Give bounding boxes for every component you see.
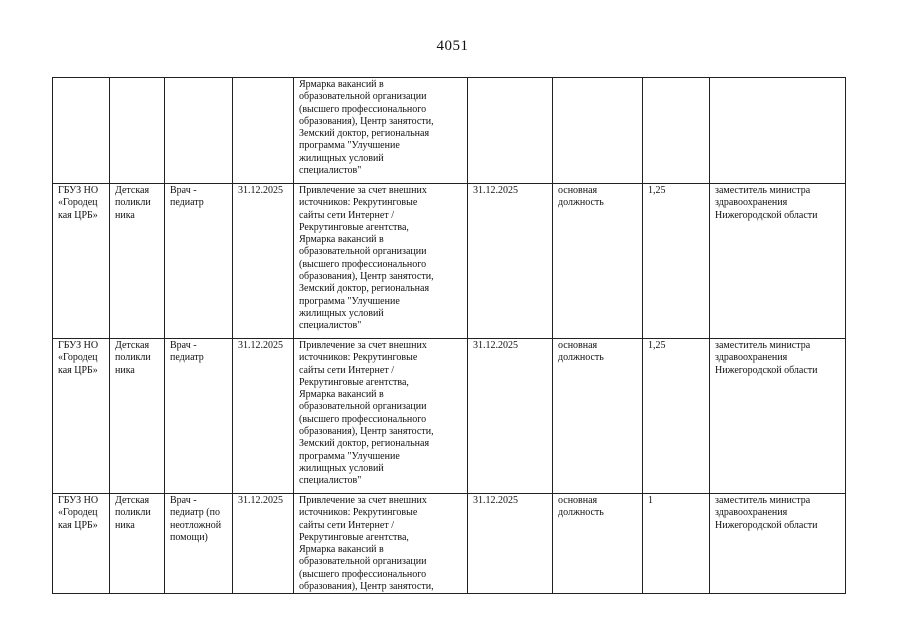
cell-responsible — [710, 184, 846, 339]
text-line: жилищных условий — [299, 152, 384, 164]
cell-org — [53, 494, 110, 594]
cell-dept — [110, 339, 165, 494]
text-line: здравоохранения — [715, 507, 788, 519]
text-line: поликли — [115, 197, 151, 209]
text-line: Привлечение за счет внешних — [299, 495, 427, 506]
text-line: кая ЦРБ» — [58, 364, 98, 376]
text-line: Врач - — [170, 495, 197, 506]
continuation-row — [53, 78, 846, 184]
cell-type — [553, 184, 643, 339]
text-line: Врач - — [170, 185, 197, 196]
text-line: «Городец — [58, 507, 98, 519]
text-line: специалистов" — [299, 165, 362, 177]
cell-position — [165, 494, 233, 594]
text-line: «Городец — [58, 197, 98, 209]
text-line: педиатр (по — [170, 507, 220, 519]
text-line: должность — [558, 507, 604, 519]
cell-org — [53, 184, 110, 339]
text-line: образовательной организации — [299, 246, 427, 258]
text-line: образования), Центр занятости, — [299, 581, 434, 593]
cell-rate: 1 — [643, 494, 710, 594]
cell-date2: 31.12.2025 — [468, 184, 553, 339]
text-line: образовательной организации — [299, 401, 427, 413]
cell-position — [165, 339, 233, 494]
text-line: неотложной — [170, 519, 222, 531]
cell-responsible — [710, 494, 846, 594]
text-line: Ярмарка вакансий в — [299, 544, 384, 556]
cell-date1: 31.12.2025 — [233, 184, 294, 339]
text-line: жилищных условий — [299, 307, 384, 319]
cell-date1: 31.12.2025 — [233, 494, 294, 594]
text-line: должность — [558, 197, 604, 209]
cell-source — [294, 339, 468, 494]
text-line: кая ЦРБ» — [58, 209, 98, 221]
text-line: Нижегородской области — [715, 364, 818, 376]
text-line: Детская — [115, 340, 150, 351]
text-line: (высшего профессионального — [299, 258, 427, 270]
text-line: Нижегородской области — [715, 519, 818, 531]
text-line: Врач - — [170, 340, 197, 351]
text-line: (высшего профессионального — [299, 103, 427, 115]
cell-rate: 1,25 — [643, 339, 710, 494]
text-line: специалистов" — [299, 320, 362, 332]
text-line: Рекрутинговые агентства, — [299, 531, 409, 543]
table-row — [53, 339, 846, 494]
text-line: ника — [115, 519, 135, 531]
text-line: Привлечение за счет внешних — [299, 185, 427, 196]
cell-responsible — [710, 339, 846, 494]
text-line: источников: Рекрутинговые — [299, 507, 418, 519]
cell-type — [553, 78, 643, 184]
table-row — [53, 494, 846, 594]
text-line: Детская — [115, 495, 150, 506]
cell-source — [294, 78, 468, 184]
text-line: заместитель министра — [715, 185, 811, 196]
text-line: Нижегородской области — [715, 209, 818, 221]
cell-dept — [110, 78, 165, 184]
text-line: основная — [558, 340, 598, 351]
cell-position — [165, 184, 233, 339]
text-line: специалистов" — [299, 475, 362, 487]
cell-type — [553, 494, 643, 594]
page-number: 4051 — [436, 38, 469, 54]
cell-rate — [643, 78, 710, 184]
text-line: должность — [558, 352, 604, 364]
text-line: ГБУЗ НО — [58, 495, 99, 506]
text-line: источников: Рекрутинговые — [299, 352, 418, 364]
table-body — [53, 78, 846, 594]
text-line: Земский доктор, региональная — [299, 438, 430, 450]
staffing-table — [52, 77, 846, 594]
text-line: поликли — [115, 507, 151, 519]
text-line: (высшего профессионального — [299, 413, 427, 425]
text-line: источников: Рекрутинговые — [299, 197, 418, 209]
text-line: заместитель министра — [715, 495, 811, 506]
text-line: ника — [115, 209, 135, 221]
text-line: поликли — [115, 352, 151, 364]
cell-dept — [110, 494, 165, 594]
text-line: Рекрутинговые агентства, — [299, 221, 409, 233]
text-line: основная — [558, 185, 598, 196]
text-line: Земский доктор, региональная — [299, 283, 430, 295]
cell-rate: 1,25 — [643, 184, 710, 339]
text-line: ГБУЗ НО — [58, 185, 99, 196]
text-line: педиатр — [170, 352, 204, 364]
text-line: образовательной организации — [299, 556, 427, 568]
cell-org — [53, 339, 110, 494]
cell-date2: 31.12.2025 — [468, 339, 553, 494]
text-line: сайты сети Интернет / — [299, 209, 394, 221]
text-line: здравоохранения — [715, 352, 788, 364]
text-line: Привлечение за счет внешних — [299, 340, 427, 351]
text-line: Ярмарка вакансий в — [299, 234, 384, 246]
text-line: сайты сети Интернет / — [299, 519, 394, 531]
text-line: сайты сети Интернет / — [299, 364, 394, 376]
cell-date1: 31.12.2025 — [233, 339, 294, 494]
text-line: Ярмарка вакансий в — [299, 389, 384, 401]
text-line: образовательной организации — [299, 91, 427, 103]
text-line: заместитель министра — [715, 340, 811, 351]
cell-date1 — [233, 78, 294, 184]
text-line: Рекрутинговые агентства, — [299, 376, 409, 388]
text-line: помощи) — [170, 531, 208, 543]
text-line: программа "Улучшение — [299, 450, 400, 462]
text-line: ГБУЗ НО — [58, 340, 99, 351]
cell-date2: 31.12.2025 — [468, 494, 553, 594]
text-line: образования), Центр занятости, — [299, 426, 434, 438]
text-line: жилищных условий — [299, 462, 384, 474]
text-line: программа "Улучшение — [299, 295, 400, 307]
cell-date2 — [468, 78, 553, 184]
text-line: (высшего профессионального — [299, 568, 427, 580]
cell-source — [294, 184, 468, 339]
text-line: программа "Улучшение — [299, 140, 400, 152]
text-line: ника — [115, 364, 135, 376]
cell-type — [553, 339, 643, 494]
text-line: кая ЦРБ» — [58, 519, 98, 531]
text-line: «Городец — [58, 352, 98, 364]
text-line: Земский доктор, региональная — [299, 128, 430, 140]
text-line: Детская — [115, 185, 150, 196]
cell-position — [165, 78, 233, 184]
text-line: здравоохранения — [715, 197, 788, 209]
text-line: Ярмарка вакансий в — [299, 79, 384, 90]
text-line: основная — [558, 495, 598, 506]
table-row — [53, 184, 846, 339]
cell-org — [53, 78, 110, 184]
cell-responsible — [710, 78, 846, 184]
text-line: образования), Центр занятости, — [299, 271, 434, 283]
text-line: педиатр — [170, 197, 204, 209]
text-line: образования), Центр занятости, — [299, 115, 434, 127]
cell-source — [294, 494, 468, 594]
cell-dept — [110, 184, 165, 339]
